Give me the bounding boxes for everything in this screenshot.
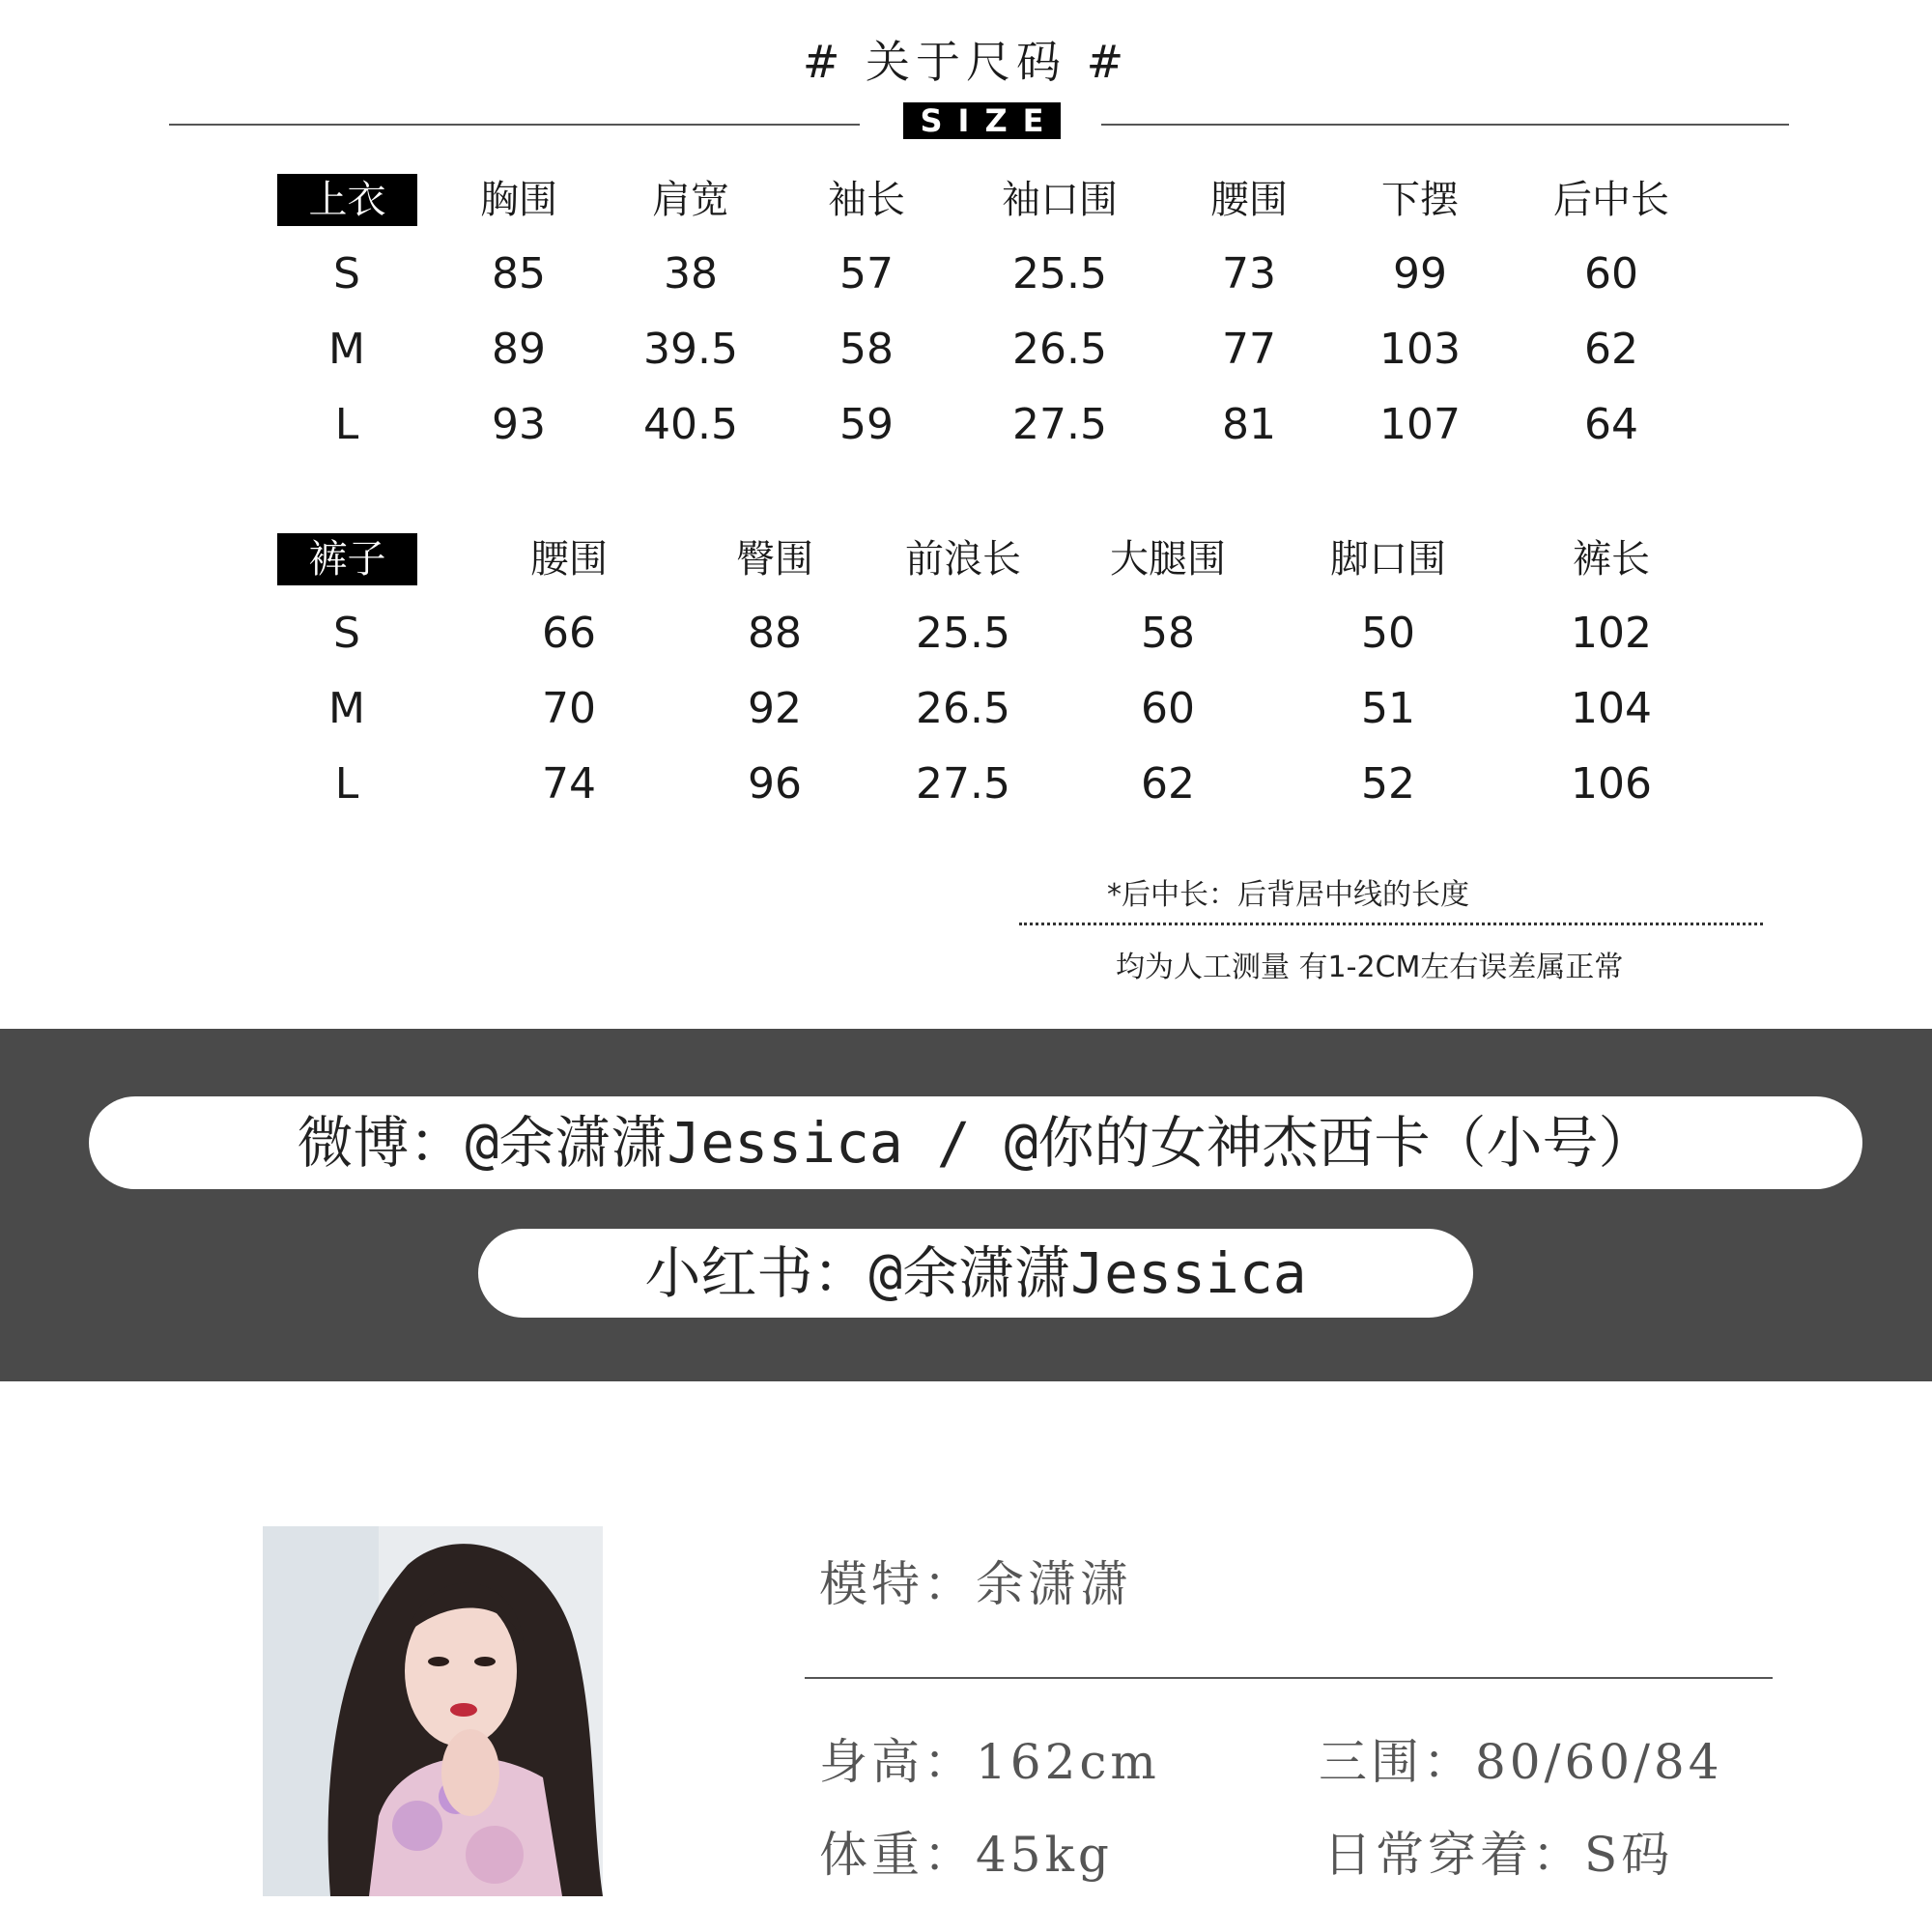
tops-size-cell: S <box>333 249 360 298</box>
tops-cell: 40.5 <box>643 400 738 449</box>
divider-left <box>169 124 860 126</box>
tops-cell: 85 <box>492 249 546 298</box>
tops-cell: 107 <box>1379 400 1461 449</box>
pants-size-cell: S <box>333 609 360 658</box>
tops-col-header: 胸围 <box>480 178 557 222</box>
tops-cell: 73 <box>1222 249 1276 298</box>
tops-cell: 58 <box>839 325 894 374</box>
dotted-divider <box>1019 923 1763 925</box>
tops-col-header: 袖口围 <box>1002 178 1118 222</box>
pants-cell: 104 <box>1571 684 1652 733</box>
tops-col-header: 肩宽 <box>652 178 729 222</box>
pants-cell: 51 <box>1361 684 1415 733</box>
divider-right <box>1101 124 1789 126</box>
tops-label: 上衣 <box>277 174 417 226</box>
tops-cell: 27.5 <box>1012 400 1107 449</box>
pants-col-header: 大腿围 <box>1110 537 1226 582</box>
model-measurements: 三围：80/60/84 <box>1319 1734 1723 1790</box>
tops-col-header: 下摆 <box>1381 178 1459 222</box>
measurement-disclaimer: 均为人工测量 有1-2CM左右误差属正常 <box>1116 951 1624 984</box>
pants-cell: 27.5 <box>916 759 1010 809</box>
pants-cell: 52 <box>1361 759 1415 809</box>
tops-cell: 77 <box>1222 325 1276 374</box>
pants-col-header: 裤长 <box>1573 537 1650 582</box>
social-band <box>0 1029 1932 1381</box>
pants-cell: 92 <box>748 684 802 733</box>
tops-cell: 81 <box>1222 400 1276 449</box>
tops-col-header: 后中长 <box>1553 178 1669 222</box>
tops-cell: 38 <box>664 249 718 298</box>
xiaohongshu-handle: 小红书：@余潇潇Jessica <box>478 1229 1473 1318</box>
model-divider <box>805 1677 1773 1679</box>
tops-cell: 89 <box>492 325 546 374</box>
model-photo <box>263 1526 603 1896</box>
pants-cell: 66 <box>542 609 596 658</box>
pants-cell: 58 <box>1141 609 1195 658</box>
pants-col-header: 前浪长 <box>905 537 1021 582</box>
pants-col-header: 脚口围 <box>1330 537 1446 582</box>
tops-cell: 99 <box>1393 249 1447 298</box>
tops-cell: 26.5 <box>1012 325 1107 374</box>
measurement-definition-note: *后中长：后背居中线的长度 <box>1107 878 1469 912</box>
pants-cell: 60 <box>1141 684 1195 733</box>
tops-size-cell: L <box>334 400 359 449</box>
pants-cell: 106 <box>1571 759 1652 809</box>
pants-cell: 102 <box>1571 609 1652 658</box>
pants-cell: 50 <box>1361 609 1415 658</box>
tops-cell: 93 <box>492 400 546 449</box>
tops-col-header: 袖长 <box>828 178 905 222</box>
pants-size-cell: L <box>334 759 359 809</box>
tops-cell: 57 <box>839 249 894 298</box>
model-photo-illustration <box>263 1526 603 1896</box>
size-badge: SIZE <box>903 102 1061 139</box>
tops-cell: 25.5 <box>1012 249 1107 298</box>
model-weight: 体重：45kg <box>819 1827 1113 1883</box>
model-height: 身高：162cm <box>819 1734 1160 1790</box>
pants-cell: 25.5 <box>916 609 1010 658</box>
pants-cell: 26.5 <box>916 684 1010 733</box>
tops-col-header: 腰围 <box>1210 178 1288 222</box>
pants-col-header: 腰围 <box>530 537 608 582</box>
tops-cell: 60 <box>1584 249 1638 298</box>
tops-cell: 39.5 <box>643 325 738 374</box>
pants-size-cell: M <box>328 684 365 733</box>
pants-col-header: 臀围 <box>736 537 813 582</box>
size-section-title: # 关于尺码 # <box>802 36 1130 88</box>
weibo-handle: 微博：@余潇潇Jessica / @你的女神杰西卡（小号） <box>89 1096 1862 1189</box>
tops-cell: 103 <box>1379 325 1461 374</box>
pants-cell: 70 <box>542 684 596 733</box>
tops-size-cell: M <box>328 325 365 374</box>
pants-cell: 62 <box>1141 759 1195 809</box>
model-name: 模特：余潇潇 <box>819 1556 1132 1612</box>
tops-cell: 64 <box>1584 400 1638 449</box>
tops-cell: 59 <box>839 400 894 449</box>
model-usual-size: 日常穿着：S码 <box>1323 1827 1674 1883</box>
tops-cell: 62 <box>1584 325 1638 374</box>
pants-cell: 88 <box>748 609 802 658</box>
pants-cell: 96 <box>748 759 802 809</box>
pants-cell: 74 <box>542 759 596 809</box>
pants-label: 裤子 <box>277 533 417 585</box>
